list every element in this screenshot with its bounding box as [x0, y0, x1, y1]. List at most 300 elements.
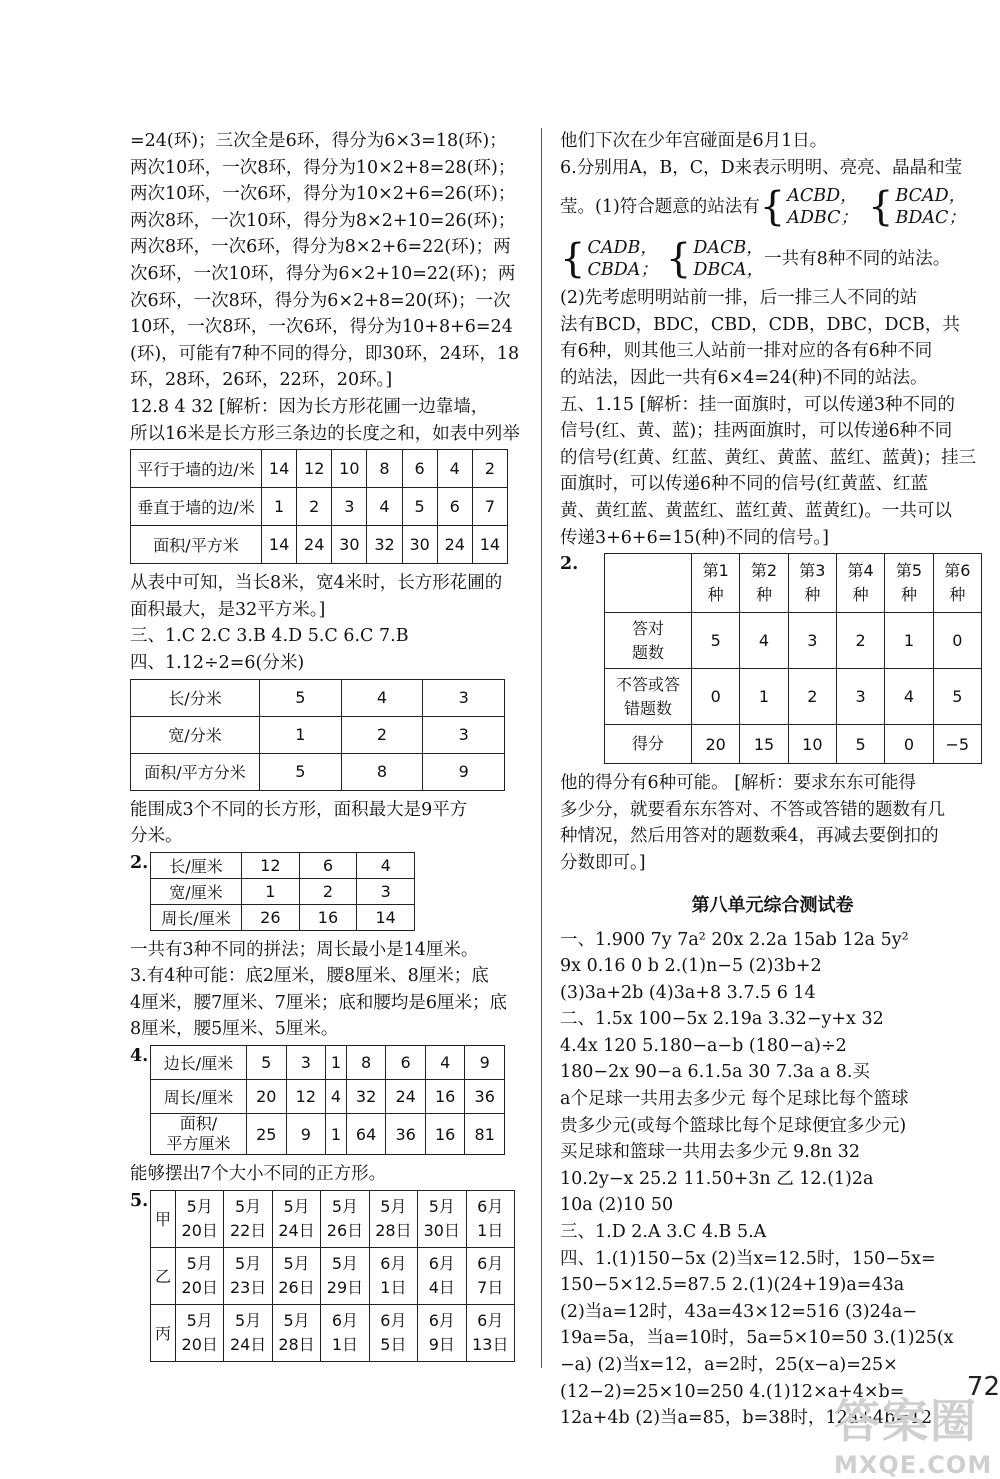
- table-cell: [369, 1190, 417, 1247]
- arrangement-total: 一共有8种不同的站法。: [764, 248, 951, 269]
- table-cell: 30: [402, 526, 437, 564]
- answer-line: 买足球和篮球一共用去多少元 9.8n 32: [560, 1142, 860, 1163]
- table-cell: [369, 1247, 417, 1304]
- cell-line: 5月: [380, 1196, 407, 1216]
- table-cell: 4: [437, 450, 472, 488]
- table-cell: 4: [425, 1046, 465, 1080]
- header-line: 种: [755, 585, 772, 605]
- cell-line: 5月: [186, 1253, 213, 1273]
- header-line: 种: [900, 585, 917, 605]
- answer-line: =24(环)；三次全是6环，得分为6×3=18(环)；: [130, 131, 507, 151]
- answer-line: 的信号(红黄、红蓝、黄红、黄蓝、蓝红、蓝黄)；挂三: [560, 447, 977, 468]
- table-cell: 12: [242, 852, 300, 878]
- table-cell: 1: [260, 716, 342, 753]
- answer-line: 12a+4b (2)当a=85，b=38时，12a+4b=12: [560, 1408, 933, 1429]
- table-cell: 8: [346, 1046, 386, 1080]
- table-cell: 2: [299, 878, 357, 904]
- q2-block: [130, 850, 530, 937]
- table-cell: 周长/厘米: [151, 904, 242, 930]
- cell-line: 1日: [331, 1334, 359, 1354]
- table-row: [151, 1080, 505, 1114]
- score-table: [604, 553, 982, 764]
- answer-line: 四、1.12÷2=6(分米): [130, 652, 305, 673]
- score-q2-label: 2.: [560, 554, 579, 575]
- cell-line: 5日: [380, 1334, 407, 1354]
- answer-line: (3)3a+2b (4)3a+8 3.7.5 6 14: [560, 982, 816, 1003]
- table-cell: 5: [260, 753, 342, 790]
- table-row: [151, 1304, 515, 1361]
- table-cell: 16: [299, 904, 357, 930]
- brace-item: DACB，: [693, 238, 764, 259]
- table-cell: [321, 1190, 369, 1247]
- table-cell: 平行于墙的边/米: [131, 450, 262, 488]
- table-cell: [605, 725, 692, 764]
- table-cell: [321, 1304, 369, 1361]
- q5-block: [130, 1188, 530, 1368]
- row-label-line: 不答或答: [615, 674, 680, 694]
- table-cell: 9: [465, 1046, 505, 1080]
- table-cell: 15: [740, 725, 788, 764]
- cell-line: 6月: [477, 1253, 504, 1273]
- table-cell: 36: [465, 1080, 505, 1114]
- table-cell: 8: [341, 753, 423, 790]
- table-cell: 3: [357, 878, 415, 904]
- table-cell: 3: [423, 716, 505, 753]
- answer-line: 150−5×12.5=87.5 2.(1)(24+19)a=43a: [560, 1275, 905, 1296]
- answer-line: 面旗时，可以传递6种不同的信号(红黄蓝、红蓝: [560, 474, 928, 495]
- table-cell: [605, 554, 692, 613]
- table-cell: 3: [423, 679, 505, 716]
- q2-label: 2.: [130, 852, 149, 873]
- cell-line: 5月: [428, 1196, 455, 1216]
- answer-line: 从表中可知，当长8米，宽4米时，长方形花圃的: [130, 573, 503, 594]
- score-block: [560, 551, 985, 770]
- table-cell: 14: [357, 904, 415, 930]
- cell-line: 6月: [380, 1253, 407, 1273]
- answer-line: 10a (2)10 50: [560, 1195, 674, 1216]
- table-cell: 8: [367, 450, 402, 488]
- table-row: [131, 526, 508, 564]
- cell-line: 6月: [380, 1310, 407, 1330]
- answer-line: 10.2y−x 25.2 11.50+3n 乙 12.(1)2a: [560, 1168, 874, 1189]
- answer-line: 12.8 4 32 [解析：因为长方形花圃一边靠墙，: [130, 396, 489, 417]
- watermark-text: 答案圈: [834, 1394, 978, 1448]
- table-cell: 4: [357, 852, 415, 878]
- answer-line: −a) (2)当x=12，a=2时，25(x−a)=25×: [560, 1355, 898, 1375]
- right-q6-part2: [560, 285, 985, 391]
- answer-line: 环，28环，26环，22环，20环。]: [130, 370, 393, 391]
- table-cell: 长/厘米: [151, 852, 242, 878]
- table-cell: [692, 554, 740, 613]
- table-cell: [466, 1304, 514, 1361]
- table-cell: [740, 554, 788, 613]
- answer-line: 一、1.900 7y 7a² 20x 2.2a 15ab 12a 5y²: [560, 929, 909, 950]
- brace-group-4: [666, 237, 764, 281]
- table-cell: 12: [297, 450, 332, 488]
- answer-line: 8厘米，腰5厘米、5厘米。: [130, 1019, 339, 1040]
- table-cell: [466, 1247, 514, 1304]
- table-cell: 6: [437, 488, 472, 526]
- table-cell: 3: [836, 669, 884, 725]
- answer-line: 贵多少元(或每个篮球比每个足球便宜多少元): [560, 1115, 907, 1136]
- table-cell: 24: [297, 526, 332, 564]
- arrangement-line-2: [560, 233, 985, 285]
- row-label-line: 题数: [631, 642, 664, 662]
- right-section-five: [560, 392, 985, 552]
- row-label-line: 得分: [631, 734, 664, 754]
- table-cell: 32: [367, 526, 402, 564]
- cell-line: 9日: [428, 1334, 455, 1354]
- cell-line: 29日: [326, 1277, 364, 1297]
- table-row: [605, 613, 982, 669]
- table-cell: 2: [788, 669, 836, 725]
- cell-line: 5月: [283, 1196, 310, 1216]
- answer-line: a个足球一共用去多少元 每个足球比每个篮球: [560, 1089, 909, 1110]
- table-cell: 14: [262, 526, 297, 564]
- q4-block: [130, 1043, 530, 1161]
- cell-line: 4日: [428, 1277, 455, 1297]
- table-cell: [321, 1247, 369, 1304]
- answer-line: 他们下次在少年宫碰面是6月1日。: [560, 131, 828, 151]
- cell-line: 5月: [331, 1253, 359, 1273]
- cell-line: 6月: [428, 1310, 455, 1330]
- answer-line: 一共有3种不同的拼法；周长最小是14厘米。: [130, 939, 479, 960]
- cell-line: 5月: [186, 1310, 213, 1330]
- table-row: [605, 725, 982, 764]
- cell-line: 5月: [283, 1253, 310, 1273]
- answer-line: 种情况，然后用答对的题数乘4，再减去要倒扣的: [560, 826, 939, 847]
- table-cell: [605, 669, 692, 725]
- brace-item: ADBC；: [787, 208, 858, 229]
- answer-line: 面积最大，是32平方米。]: [130, 599, 326, 620]
- table-cell: 14: [472, 526, 507, 564]
- table-row: [131, 679, 505, 716]
- answer-line: 次6环，一次8环，得分为6×2+8=20(环)；一次: [130, 290, 511, 311]
- row-label-line: 错题数: [623, 698, 672, 718]
- table-cell: [933, 554, 981, 613]
- table-cell: 4: [326, 1080, 347, 1114]
- answer-line: 180−2x 90−a 6.1.5a 30 7.3a a 8.买: [560, 1062, 870, 1083]
- table-cell: 30: [332, 526, 367, 564]
- cell-line: 7日: [477, 1277, 504, 1297]
- cell-line: 24日: [229, 1334, 267, 1354]
- answer-line: 所以16米是长方形三条边的长度之和，如表中列举: [130, 423, 520, 444]
- table-cell: [176, 1190, 224, 1247]
- table-cell: 26: [242, 904, 300, 930]
- cell-line: 28日: [278, 1334, 315, 1354]
- table-cell: 周长/厘米: [151, 1080, 247, 1114]
- table-row: [131, 450, 508, 488]
- brace-item: ACBD，: [787, 186, 858, 207]
- header-line: 第1: [702, 561, 729, 581]
- table-cell: [151, 1114, 247, 1155]
- right-column: [560, 128, 985, 1432]
- table-cell: 81: [465, 1114, 505, 1155]
- wall-edge-table: [130, 449, 508, 564]
- table-cell: 2: [297, 488, 332, 526]
- left-text-after-table2: [130, 797, 530, 850]
- answer-line: 三、1.D 2.A 3.C 4.B 5.A: [560, 1222, 767, 1243]
- cell-line: 20日: [181, 1220, 218, 1240]
- cell-line: 平方厘米: [166, 1134, 231, 1154]
- table-cell: 64: [346, 1114, 386, 1155]
- table-cell: 4: [885, 669, 933, 725]
- brace-item: CBDA；: [587, 260, 658, 281]
- q5-label: 5.: [130, 1190, 149, 1211]
- table-cell: 6: [299, 852, 357, 878]
- cell-line: 23日: [229, 1277, 267, 1297]
- answer-line: 两次10环，一次8环，得分为10×2+8=28(环)；: [130, 157, 516, 178]
- cell-line: 24日: [278, 1220, 315, 1240]
- cell-line: 5月: [283, 1310, 310, 1330]
- left-column: [130, 128, 530, 1368]
- table-cell: 25: [247, 1114, 287, 1155]
- table-cell: 2: [836, 613, 884, 669]
- table-cell: 24: [386, 1080, 426, 1114]
- square-table: [150, 1045, 505, 1155]
- table-cell: 长/分米: [131, 679, 260, 716]
- left-text-after-table3: [130, 937, 530, 1043]
- table-cell: 7: [472, 488, 507, 526]
- brace-item: BDAC；: [895, 208, 966, 229]
- table-cell: [176, 1247, 224, 1304]
- answer-line: 三、1.C 2.C 3.B 4.D 5.C 6.C 7.B: [130, 626, 409, 647]
- table-cell: [836, 554, 884, 613]
- answer-line: 6.分别用A，B，C，D来表示明明、亮亮、晶晶和莹: [560, 157, 963, 178]
- answer-line: 4厘米，腰7厘米、7厘米；底和腰均是6厘米；底: [130, 992, 508, 1013]
- header-line: 种: [852, 585, 869, 605]
- table-cell: [418, 1190, 466, 1247]
- cell-line: 28日: [375, 1220, 412, 1240]
- table-cell: [176, 1304, 224, 1361]
- cell-line: 13日: [472, 1334, 509, 1354]
- table-row: [605, 554, 982, 613]
- cell-line: 26日: [326, 1220, 364, 1240]
- table-cell: 10: [788, 725, 836, 764]
- cell-line: 26日: [278, 1277, 315, 1297]
- answer-line: 4.4x 120 5.180−a−b (180−a)÷2: [560, 1035, 847, 1056]
- table-row: [131, 488, 508, 526]
- table-cell: [418, 1247, 466, 1304]
- table-cell: −5: [933, 725, 981, 764]
- table-row: [151, 1114, 505, 1155]
- table-cell: 0: [885, 725, 933, 764]
- table-cell: [885, 554, 933, 613]
- table-cell: 2: [341, 716, 423, 753]
- squares-conclusion: 能够摆出7个大小不同的正方形。: [130, 1164, 387, 1185]
- table-cell: 面积/平方米: [131, 526, 262, 564]
- table-row: [151, 1046, 505, 1080]
- brace-group-1: [760, 185, 858, 229]
- header-line: 种: [804, 585, 821, 605]
- table-cell: 5: [247, 1046, 287, 1080]
- table-cell: 6: [402, 450, 437, 488]
- arrangement-line-1: [560, 181, 985, 233]
- answer-line: 3.有4种可能：底2厘米，腰8厘米、8厘米；底: [130, 966, 489, 987]
- page-number: 72: [966, 1372, 1000, 1402]
- right-text-block-top: [560, 128, 985, 181]
- cell-line: 5月: [235, 1253, 262, 1273]
- table-cell: 1: [262, 488, 297, 526]
- answer-line: 的站法，因此一共有6×4=24(种)不同的站法。: [560, 367, 928, 388]
- table-row: [151, 1247, 515, 1304]
- header-line: 第5: [895, 561, 923, 581]
- cell-line: 6月: [428, 1253, 455, 1273]
- cell-line: 5月: [186, 1196, 213, 1216]
- brace-group-2: [868, 185, 966, 229]
- table-cell: 4: [740, 613, 788, 669]
- table-cell: 1: [885, 613, 933, 669]
- table-cell: 3: [286, 1046, 326, 1080]
- table-cell: 32: [346, 1080, 386, 1114]
- table-cell: 4: [367, 488, 402, 526]
- cell-line: 1日: [477, 1220, 504, 1240]
- table-cell: 5: [692, 613, 740, 669]
- table-row: [605, 669, 982, 725]
- table-cell: 5: [402, 488, 437, 526]
- table-cell: 3: [332, 488, 367, 526]
- brace-group-3: [560, 237, 658, 281]
- table-row: [151, 878, 415, 904]
- answer-line: 法有BCD，BDC，CBD，CDB，DBC，DCB，共: [560, 314, 960, 335]
- table-cell: 面积/平方分米: [131, 753, 260, 790]
- cell-line: 面积/: [179, 1114, 218, 1134]
- table-cell: [272, 1190, 320, 1247]
- table-cell: 1: [740, 669, 788, 725]
- table-cell: 4: [341, 679, 423, 716]
- table-cell: 20: [247, 1080, 287, 1114]
- answer-line: 9x 0.16 0 b 2.(1)n−5 (2)3b+2: [560, 956, 822, 977]
- header-line: 种: [707, 585, 724, 605]
- answer-line: 多少分，就要看东东答对、不答或答错的题数有几: [560, 799, 945, 820]
- table-cell: 0: [692, 669, 740, 725]
- answer-line: 两次10环，一次6环，得分为10×2+6=26(环)；: [130, 184, 516, 205]
- table-cell: 5: [260, 679, 342, 716]
- table-cell: 10: [332, 450, 367, 488]
- section-title: 第八单元综合测试卷: [691, 894, 854, 916]
- table-cell: 16: [425, 1080, 465, 1114]
- unit8-answers: [560, 927, 985, 1432]
- brace-icon: {: [868, 184, 894, 231]
- table-cell: [272, 1247, 320, 1304]
- table-row: [151, 1190, 515, 1247]
- table-cell: 1: [242, 878, 300, 904]
- header-line: 第3: [799, 561, 826, 581]
- answer-line: 四、1.(1)150−5x (2)当x=12.5时，150−5x=: [560, 1248, 936, 1269]
- watermark-url: MXQE.COM: [834, 1451, 993, 1479]
- cell-line: 5月: [331, 1196, 359, 1216]
- table-cell: 9: [423, 753, 505, 790]
- table-cell: 0: [933, 613, 981, 669]
- header-line: 第6: [944, 561, 971, 581]
- table-cell: 乙: [151, 1247, 176, 1304]
- table-cell: 丙: [151, 1304, 176, 1361]
- table-cell: 6: [386, 1046, 426, 1080]
- table-cell: [418, 1304, 466, 1361]
- answer-line: (2)当a=12时，43a=43×12=516 (3)24a−: [560, 1301, 917, 1322]
- table-cell: 20: [692, 725, 740, 764]
- arrangement-intro: 莹。(1)符合题意的站法有: [560, 196, 760, 217]
- header-line: 种: [949, 585, 966, 605]
- brace-icon: {: [560, 236, 586, 283]
- answer-line: 信号(红、黄、蓝)；挂两面旗时，可以传递6种不同: [560, 421, 953, 442]
- brace-item: CADB，: [587, 238, 658, 259]
- right-text-after-score: [560, 770, 985, 876]
- table-cell: [605, 613, 692, 669]
- rectangle-size-table: [130, 679, 505, 791]
- cell-line: 5月: [235, 1196, 262, 1216]
- header-line: 第2: [750, 561, 778, 581]
- brace-item: DBCA，: [693, 260, 765, 281]
- answer-line: 10环，一次8环，一次6环，得分为10+8+6=24: [130, 317, 513, 338]
- table-cell: 边长/厘米: [151, 1046, 247, 1080]
- answer-line: 两次8环，一次6环，得分为8×2+6=22(环)；两: [130, 237, 511, 258]
- answer-line: 两次8环，一次10环，得分为8×2+10=26(环)；: [130, 210, 516, 231]
- answer-line: 分数即可。]: [560, 852, 646, 873]
- table-cell: 5: [933, 669, 981, 725]
- table-cell: 9: [286, 1114, 326, 1155]
- answer-line: 他的得分有6种可能。 [解析：要求东东可能得: [560, 773, 917, 794]
- row-label-line: 答对: [631, 618, 664, 638]
- answer-line: 五、1.15 [解析：挂一面旗时，可以传递3种不同的: [560, 394, 955, 415]
- brace-icon: {: [759, 184, 786, 231]
- table-row: [151, 852, 415, 878]
- table-cell: 垂直于墙的边/米: [131, 488, 262, 526]
- table-cell: 2: [472, 450, 507, 488]
- cell-line: 6月: [477, 1310, 504, 1330]
- cell-line: 6月: [331, 1310, 359, 1330]
- cell-line: 5月: [235, 1310, 262, 1330]
- answer-line: 能围成3个不同的长方形，面积最大是9平方: [130, 799, 468, 820]
- table-cell: [224, 1304, 272, 1361]
- watermark-logo: [834, 1385, 994, 1479]
- answer-line: (12−2)=25×10=250 4.(1)12×a+4×b=: [560, 1381, 905, 1402]
- table-cell: 24: [437, 526, 472, 564]
- cell-line: 20日: [181, 1277, 218, 1297]
- table-cell: 1: [326, 1114, 347, 1155]
- cell-line: 22日: [229, 1220, 267, 1240]
- table-cell: 5: [836, 725, 884, 764]
- table-cell: [369, 1304, 417, 1361]
- answer-line: 分米。: [130, 826, 183, 847]
- table-cell: 36: [386, 1114, 426, 1155]
- answer-line: 二、1.5x 100−5x 2.19a 3.32−y+x 32: [560, 1009, 884, 1030]
- perimeter-table: [150, 852, 415, 931]
- left-text-block-mid: [130, 570, 530, 676]
- table-cell: 3: [788, 613, 836, 669]
- table-cell: [272, 1304, 320, 1361]
- header-line: 第4: [847, 561, 874, 581]
- cell-line: 20日: [181, 1334, 218, 1354]
- table-cell: [224, 1190, 272, 1247]
- table-cell: 甲: [151, 1190, 176, 1247]
- table-cell: [788, 554, 836, 613]
- answer-line: (2)先考虑明明站前一排，后一排三人不同的站: [560, 288, 918, 309]
- brace-item: BCAD，: [895, 186, 967, 207]
- answer-line: 有6种，则其他三人站前一排对应的各有6种不同: [560, 341, 933, 362]
- cell-line: 1日: [380, 1277, 407, 1297]
- table-cell: 1: [326, 1046, 347, 1080]
- table-cell: 宽/厘米: [151, 878, 242, 904]
- answer-line: 黄、黄红蓝、黄蓝红、蓝红黄、蓝黄红)。一共可以: [560, 500, 952, 521]
- cell-line: 6月: [477, 1196, 504, 1216]
- left-text-block-top: [130, 128, 530, 447]
- meeting-dates-table: [150, 1190, 515, 1362]
- table-cell: 14: [262, 450, 297, 488]
- table-cell: 12: [286, 1080, 326, 1114]
- answer-line: 次6环，一次10环，得分为6×2+10=22(环)；两: [130, 263, 516, 284]
- table-cell: 16: [425, 1114, 465, 1155]
